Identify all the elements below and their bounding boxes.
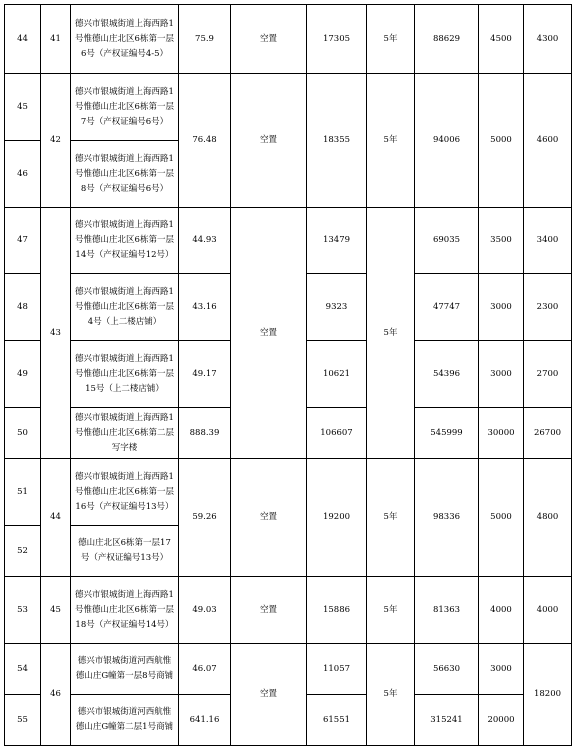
lot-number: 46	[41, 644, 71, 746]
rent-cell: 18355	[307, 74, 367, 208]
lot-number: 44	[41, 459, 71, 577]
address-cell: 德兴市银城街道上海西路1号惟德山庄北区6栋第一层18号（产权证编号14号）	[71, 577, 179, 644]
status-cell: 空置	[231, 208, 307, 459]
status-cell: 空置	[231, 644, 307, 746]
last-cell: 2700	[524, 341, 572, 408]
total-cell: 94006	[415, 74, 479, 208]
area-cell: 49.03	[179, 577, 231, 644]
deposit-cell: 5000	[479, 459, 524, 577]
rent-cell: 106607	[307, 408, 367, 459]
row-number: 50	[5, 408, 41, 459]
table-row	[5, 459, 572, 526]
area-cell: 46.07	[179, 644, 231, 695]
rent-cell: 15886	[307, 577, 367, 644]
area-cell: 641.16	[179, 695, 231, 746]
deposit-cell: 3000	[479, 274, 524, 341]
address-cell: 德兴市银城街道上海西路1号惟德山庄北区6栋第一层16号（产权证编号13号）	[71, 459, 179, 526]
row-number: 46	[5, 141, 41, 208]
deposit-cell: 4500	[479, 5, 524, 74]
last-cell: 4600	[524, 74, 572, 208]
deposit-cell: 3000	[479, 644, 524, 695]
lot-number: 41	[41, 5, 71, 74]
term-cell: 5年	[367, 577, 415, 644]
row-number: 44	[5, 5, 41, 74]
row-number: 52	[5, 526, 41, 577]
rent-cell: 61551	[307, 695, 367, 746]
total-cell: 56630	[415, 644, 479, 695]
deposit-cell: 20000	[479, 695, 524, 746]
address-cell: 德兴市银城街道河西航惟德山庄G幢第二层1号商铺	[71, 695, 179, 746]
total-cell: 545999	[415, 408, 479, 459]
table-row	[5, 577, 572, 644]
term-cell: 5年	[367, 459, 415, 577]
last-cell: 3400	[524, 208, 572, 274]
rent-cell: 13479	[307, 208, 367, 274]
row-number: 53	[5, 577, 41, 644]
area-cell: 43.16	[179, 274, 231, 341]
deposit-cell: 5000	[479, 74, 524, 208]
total-cell: 54396	[415, 341, 479, 408]
rent-cell: 19200	[307, 459, 367, 577]
total-cell: 81363	[415, 577, 479, 644]
row-number: 49	[5, 341, 41, 408]
term-cell: 5年	[367, 208, 415, 459]
row-number: 48	[5, 274, 41, 341]
rent-cell: 9323	[307, 274, 367, 341]
last-cell: 4300	[524, 5, 572, 74]
area-cell: 49.17	[179, 341, 231, 408]
status-cell: 空置	[231, 5, 307, 74]
deposit-cell: 30000	[479, 408, 524, 459]
address-cell: 德兴市银城街道上海西路1号惟德山庄北区6栋第一层8号（产权证编号6号）	[71, 141, 179, 208]
status-cell: 空置	[231, 74, 307, 208]
rent-cell: 11057	[307, 644, 367, 695]
table-row	[5, 5, 572, 74]
area-cell: 888.39	[179, 408, 231, 459]
area-cell: 44.93	[179, 208, 231, 274]
row-number: 54	[5, 644, 41, 695]
lot-number: 45	[41, 577, 71, 644]
term-cell: 5年	[367, 5, 415, 74]
total-cell: 315241	[415, 695, 479, 746]
table-row	[5, 208, 572, 274]
rent-cell: 10621	[307, 341, 367, 408]
address-cell: 德兴市银城街道上海西路1号惟德山庄北区6栋第一层15号（上二楼店铺）	[71, 341, 179, 408]
term-cell: 5年	[367, 74, 415, 208]
last-cell: 2300	[524, 274, 572, 341]
last-cell: 26700	[524, 408, 572, 459]
area-cell: 75.9	[179, 5, 231, 74]
table-row	[5, 644, 572, 695]
table-row	[5, 74, 572, 141]
address-cell: 德兴市银城街道上海西路1号惟德山庄北区6栋第一层4号（上二楼店铺）	[71, 274, 179, 341]
deposit-cell: 3500	[479, 208, 524, 274]
lot-number: 42	[41, 74, 71, 208]
total-cell: 47747	[415, 274, 479, 341]
row-number: 55	[5, 695, 41, 746]
total-cell: 88629	[415, 5, 479, 74]
row-number: 45	[5, 74, 41, 141]
deposit-cell: 4000	[479, 577, 524, 644]
address-cell: 德山庄北区6栋第一层17号（产权证编号13号）	[71, 526, 179, 577]
total-cell: 69035	[415, 208, 479, 274]
total-cell: 98336	[415, 459, 479, 577]
last-cell: 18200	[524, 644, 572, 746]
address-cell: 德兴市银城街道河西航惟德山庄G幢第一层8号商铺	[71, 644, 179, 695]
address-cell: 德兴市银城街道上海西路1号惟德山庄北区6栋第一层6号（产权证编号4-5）	[71, 5, 179, 74]
lease-table	[4, 4, 572, 746]
deposit-cell: 3000	[479, 341, 524, 408]
last-cell: 4800	[524, 459, 572, 577]
area-cell: 76.48	[179, 74, 231, 208]
area-cell: 59.26	[179, 459, 231, 577]
row-number: 47	[5, 208, 41, 274]
status-cell: 空置	[231, 459, 307, 577]
rent-cell: 17305	[307, 5, 367, 74]
address-cell: 德兴市银城街道上海西路1号惟德山庄北区6栋第一层14号（产权证编号12号）	[71, 208, 179, 274]
address-cell: 德兴市银城街道上海西路1号惟德山庄北区6栋第二层写字楼	[71, 408, 179, 459]
lot-number: 43	[41, 208, 71, 459]
address-cell: 德兴市银城街道上海西路1号惟德山庄北区6栋第一层7号（产权证编号6号）	[71, 74, 179, 141]
status-cell: 空置	[231, 577, 307, 644]
last-cell: 4000	[524, 577, 572, 644]
row-number: 51	[5, 459, 41, 526]
term-cell: 5年	[367, 644, 415, 746]
